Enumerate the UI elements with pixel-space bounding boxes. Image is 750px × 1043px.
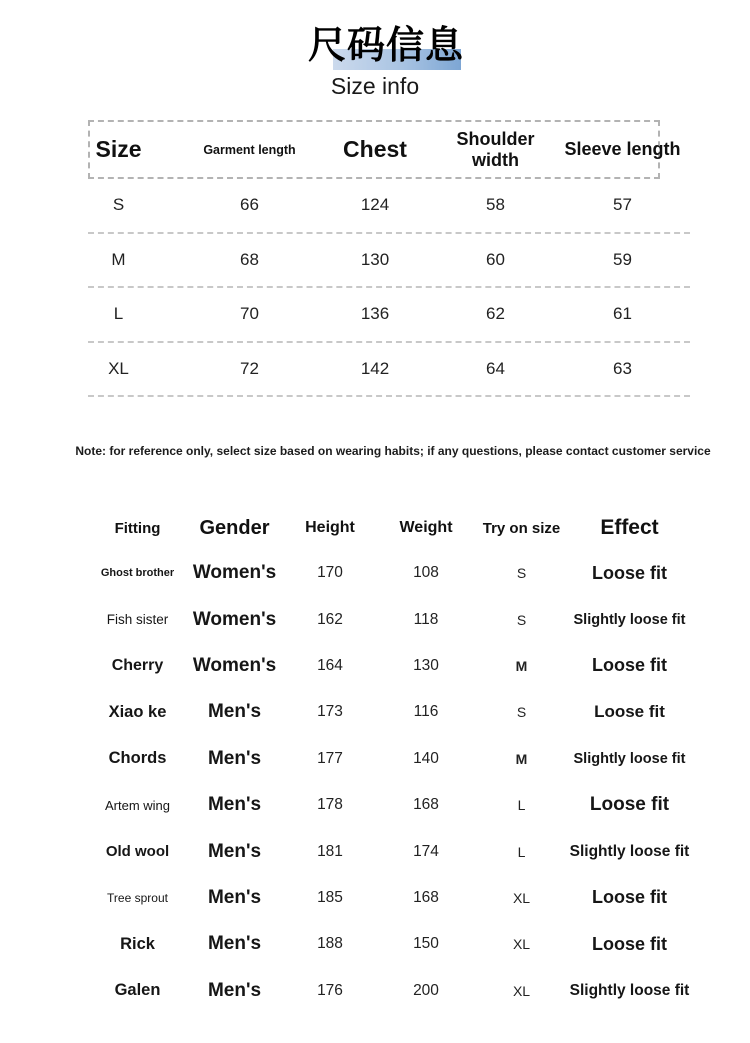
fitting-table-cell-effect: Loose fit — [589, 794, 670, 816]
fitting-table-rows — [88, 550, 690, 1014]
fitting-table-cell-fitting: Artem wing — [104, 797, 171, 813]
fitting-table-cell-weight: 174 — [413, 842, 439, 860]
size-table-cell-chest: 136 — [360, 304, 390, 324]
size-table-header-chest: Chest — [343, 136, 407, 162]
fitting-table-cell-try-on-size: L — [517, 797, 526, 814]
fitting-table-cell-weight: 108 — [413, 564, 439, 582]
size-table-cell-shoulder-width: 58 — [486, 195, 505, 215]
fitting-table-cell-try-on-size: S — [516, 611, 527, 628]
fitting-table-header-try-on-size: Try on size — [482, 519, 561, 537]
size-table-header-sleeve-length: Sleeve length — [564, 139, 681, 159]
fitting-table-row — [88, 968, 690, 1014]
size-table-row — [88, 343, 690, 398]
size-table-cell-sleeve-length: 59 — [613, 249, 632, 269]
fitting-table-cell-effect: Loose fit — [592, 887, 667, 908]
fitting-table-cell-effect: Loose fit — [594, 702, 665, 722]
fitting-table-cell-fitting: Ghost brother — [100, 567, 175, 580]
fitting-table — [88, 506, 690, 1014]
size-table-cell-size: L — [113, 304, 124, 324]
fitting-table-cell-height: 170 — [317, 564, 343, 582]
fitting-table-cell-height: 164 — [317, 656, 343, 674]
size-table — [88, 120, 690, 397]
fitting-table-row — [88, 689, 690, 735]
fitting-table-header-weight: Weight — [399, 519, 453, 536]
fitting-table-row — [88, 782, 690, 828]
size-table-row — [88, 179, 690, 234]
fitting-table-cell-try-on-size: L — [517, 843, 526, 860]
size-table-cell-chest: 142 — [360, 358, 390, 378]
fitting-table-cell-gender: Men's — [207, 794, 262, 816]
page-title-chinese: 尺码信息 — [307, 25, 464, 67]
fitting-table-cell-gender: Men's — [207, 747, 262, 769]
size-table-cell-shoulder-width: 64 — [486, 358, 505, 378]
reference-note: Note: for reference only, select size based on wearing habits; if any questions, please contact customer service — [75, 444, 711, 458]
fitting-table-cell-height: 188 — [317, 935, 343, 953]
fitting-table-cell-try-on-size: M — [515, 657, 528, 674]
fitting-table-cell-effect: Slightly loose fit — [569, 842, 690, 860]
fitting-table-cell-gender: Men's — [207, 979, 262, 1001]
fitting-table-row — [88, 736, 690, 782]
size-table-cell-sleeve-length: 57 — [613, 195, 632, 215]
fitting-table-cell-fitting: Fish sister — [106, 612, 169, 628]
fitting-table-row — [88, 550, 690, 596]
fitting-table-cell-effect: Loose fit — [592, 562, 667, 583]
fitting-table-cell-effect: Slightly loose fit — [573, 611, 686, 628]
fitting-table-row — [88, 921, 690, 967]
fitting-table-cell-try-on-size: XL — [512, 889, 531, 906]
fitting-table-cell-height: 162 — [317, 610, 343, 628]
fitting-table-cell-effect: Loose fit — [592, 933, 667, 954]
fitting-table-cell-height: 176 — [317, 981, 343, 999]
size-table-cell-sleeve-length: 61 — [613, 304, 632, 324]
fitting-table-cell-try-on-size: XL — [512, 982, 531, 999]
fitting-table-row — [88, 875, 690, 921]
fitting-table-cell-weight: 200 — [413, 981, 439, 999]
size-table-cell-garment-length: 72 — [240, 358, 259, 378]
size-table-cell-garment-length: 70 — [240, 304, 259, 324]
size-table-cell-shoulder-width: 60 — [486, 249, 505, 269]
size-table-cell-size: S — [112, 195, 125, 215]
size-table-cell-chest: 124 — [360, 195, 390, 215]
fitting-table-cell-weight: 116 — [413, 703, 439, 721]
fitting-table-cell-gender: Men's — [207, 933, 262, 955]
fitting-table-cell-fitting: Xiao ke — [108, 702, 167, 721]
fitting-table-row — [88, 828, 690, 874]
fitting-table-cell-fitting: Old wool — [105, 843, 170, 861]
size-table-cell-shoulder-width: 62 — [486, 304, 505, 324]
fitting-table-cell-effect: Loose fit — [592, 655, 667, 676]
fitting-table-cell-gender: Men's — [207, 701, 262, 723]
fitting-table-cell-effect: Slightly loose fit — [573, 750, 686, 767]
fitting-table-cell-weight: 168 — [413, 888, 439, 906]
fitting-table-cell-height: 178 — [317, 796, 343, 814]
fitting-table-cell-height: 185 — [317, 888, 343, 906]
fitting-table-cell-weight: 140 — [413, 749, 439, 767]
fitting-table-cell-effect: Slightly loose fit — [569, 981, 690, 999]
size-table-cell-chest: 130 — [360, 249, 390, 269]
fitting-table-header-effect: Effect — [600, 516, 659, 539]
fitting-table-cell-gender: Women's — [192, 562, 277, 584]
fitting-table-header-gender: Gender — [199, 516, 270, 539]
size-table-cell-garment-length: 68 — [240, 249, 259, 269]
fitting-table-cell-fitting: Cherry — [111, 656, 164, 674]
fitting-table-cell-try-on-size: M — [515, 750, 528, 767]
size-table-cell-size: M — [111, 249, 126, 269]
fitting-table-cell-try-on-size: S — [516, 704, 527, 721]
size-table-row — [88, 234, 690, 289]
fitting-table-cell-fitting: Chords — [108, 749, 167, 768]
size-table-rows — [88, 179, 690, 397]
fitting-table-cell-weight: 168 — [413, 796, 439, 814]
page-title-english: Size info — [330, 73, 420, 99]
fitting-table-cell-fitting: Galen — [114, 981, 161, 1000]
fitting-table-cell-weight: 150 — [413, 935, 439, 953]
fitting-table-cell-try-on-size: S — [516, 565, 527, 582]
fitting-table-cell-gender: Women's — [192, 654, 277, 676]
size-table-row — [88, 288, 690, 343]
fitting-table-cell-gender: Men's — [207, 840, 262, 862]
fitting-table-header-height: Height — [305, 519, 355, 536]
size-table-header-shoulder-width: Shoulder width — [456, 128, 535, 170]
fitting-table-cell-try-on-size: XL — [512, 936, 531, 953]
fitting-table-cell-height: 181 — [317, 842, 343, 860]
fitting-table-cell-weight: 130 — [413, 656, 439, 674]
size-table-header-garment-length: Garment length — [203, 142, 296, 157]
fitting-table-cell-fitting: Tree sprout — [107, 890, 168, 905]
fitting-table-row — [88, 596, 690, 642]
fitting-table-row — [88, 643, 690, 689]
fitting-table-cell-weight: 118 — [413, 610, 439, 628]
fitting-table-header-fitting: Fitting — [114, 519, 161, 537]
size-table-header-size: Size — [95, 136, 142, 162]
fitting-table-cell-height: 177 — [317, 749, 343, 767]
fitting-table-header-row — [88, 506, 690, 550]
size-table-cell-sleeve-length: 63 — [613, 358, 632, 378]
fitting-table-cell-height: 173 — [317, 703, 343, 721]
size-table-cell-garment-length: 66 — [240, 195, 259, 215]
fitting-table-cell-fitting: Rick — [120, 934, 155, 953]
size-table-cell-size: XL — [108, 358, 129, 378]
size-table-header-row — [88, 120, 690, 179]
fitting-table-cell-gender: Men's — [207, 886, 262, 908]
fitting-table-cell-gender: Women's — [192, 608, 277, 630]
